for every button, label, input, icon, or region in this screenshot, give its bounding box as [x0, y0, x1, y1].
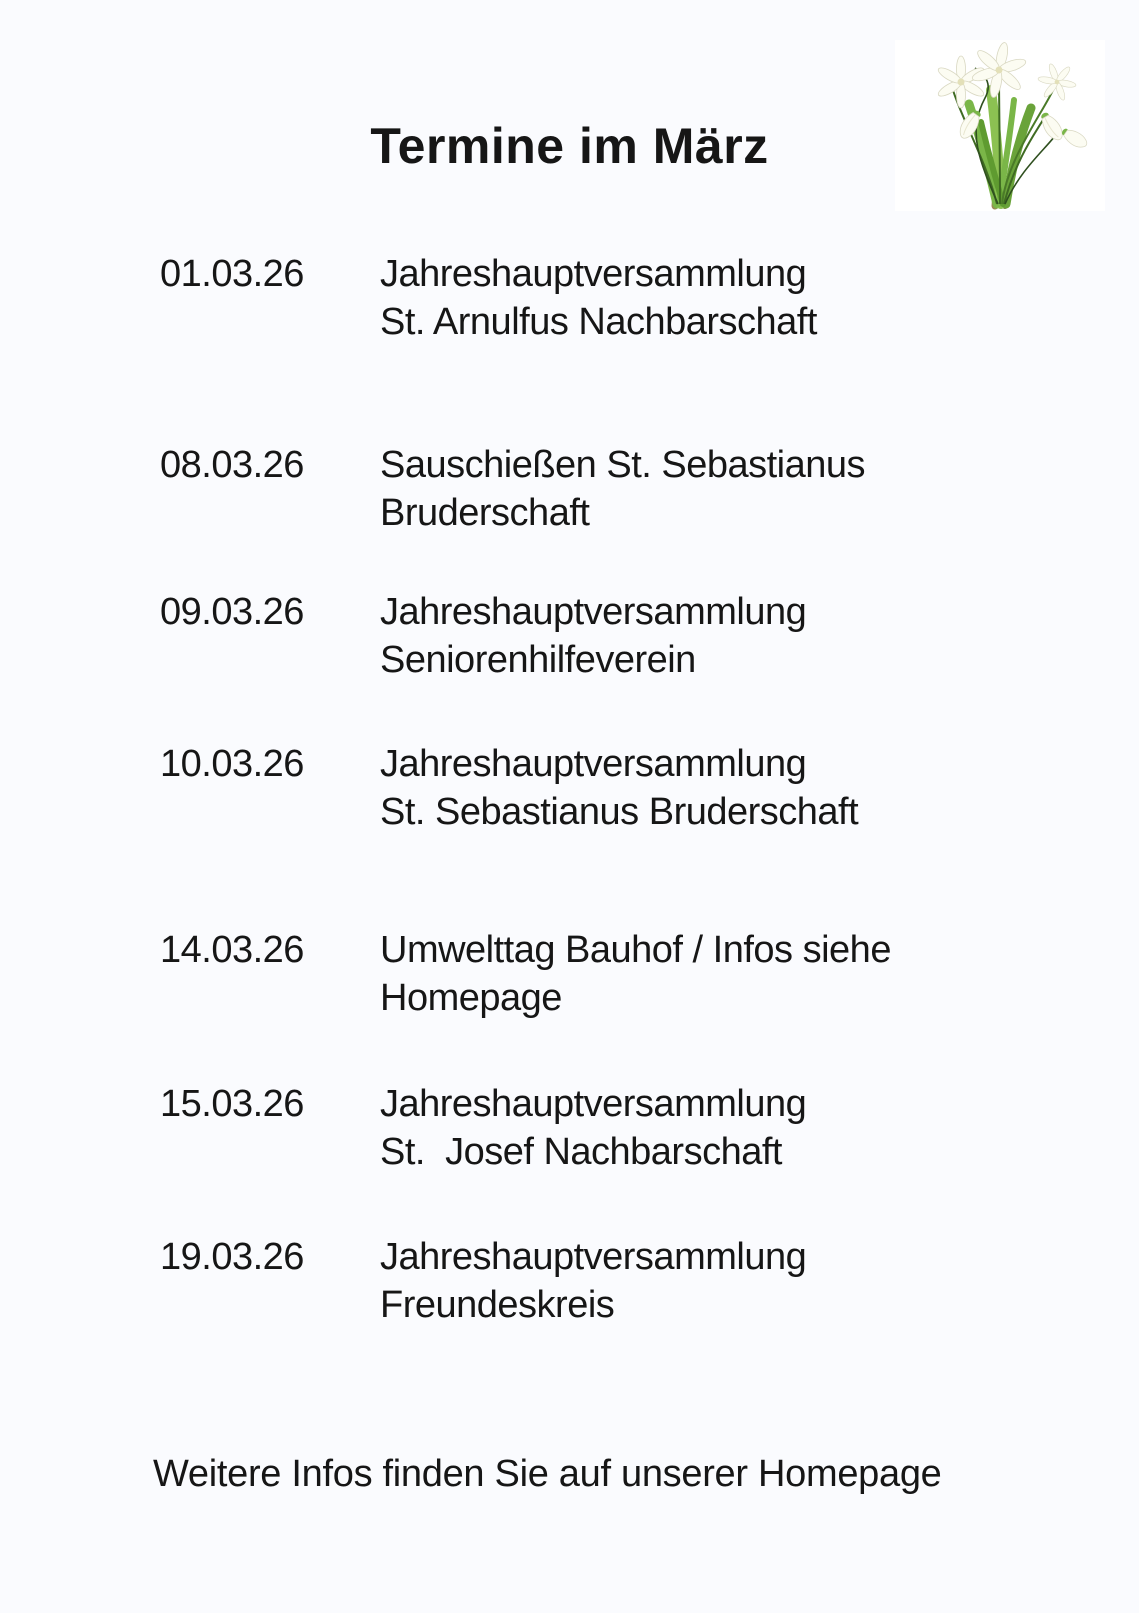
event-date: 15.03.26: [160, 1083, 304, 1125]
event-line-1: Jahreshauptversammlung: [380, 1083, 807, 1125]
event-description: [380, 1233, 806, 1329]
event-line-2: Homepage: [380, 977, 562, 1019]
event-line-2: Seniorenhilfeverein: [380, 639, 696, 681]
event-line-2: St. Sebastianus Bruderschaft: [380, 791, 859, 833]
event-line-1: Jahreshauptversammlung: [380, 253, 807, 295]
event-date: 01.03.26: [160, 253, 304, 295]
event-date: 19.03.26: [160, 1236, 304, 1278]
event-description: [380, 740, 858, 836]
event-date: 14.03.26: [160, 929, 304, 971]
event-date: 10.03.26: [160, 743, 304, 785]
page-title: Termine im März: [370, 117, 769, 174]
event-line-1: Umwelttag Bauhof / Infos siehe: [380, 929, 891, 971]
event-row: [160, 926, 1099, 1022]
event-line-2: St. Arnulfus Nachbarschaft: [380, 301, 817, 343]
event-description: [380, 1080, 806, 1176]
event-line-1: Sauschießen St. Sebastianus: [380, 444, 866, 486]
event-row: [160, 1233, 1099, 1329]
event-date: 09.03.26: [160, 591, 304, 633]
event-description: [380, 588, 806, 684]
event-description: [380, 926, 891, 1022]
event-line-1: Jahreshauptversammlung: [380, 1236, 807, 1278]
event-line-2: St. Josef Nachbarschaft: [380, 1131, 782, 1173]
event-row: [160, 740, 1099, 836]
event-description: [380, 441, 865, 537]
event-row: [160, 441, 1099, 537]
event-line-1: Jahreshauptversammlung: [380, 743, 807, 785]
event-line-2: Bruderschaft: [380, 492, 590, 534]
event-row: [160, 588, 1099, 684]
footer-note: Weitere Infos finden Sie auf unserer Homepage: [153, 1453, 942, 1495]
event-row: [160, 1080, 1099, 1176]
event-line-1: Jahreshauptversammlung: [380, 591, 807, 633]
event-description: [380, 250, 817, 346]
event-row: [160, 250, 1099, 346]
event-line-2: Freundeskreis: [380, 1284, 615, 1326]
event-date: 08.03.26: [160, 444, 304, 486]
